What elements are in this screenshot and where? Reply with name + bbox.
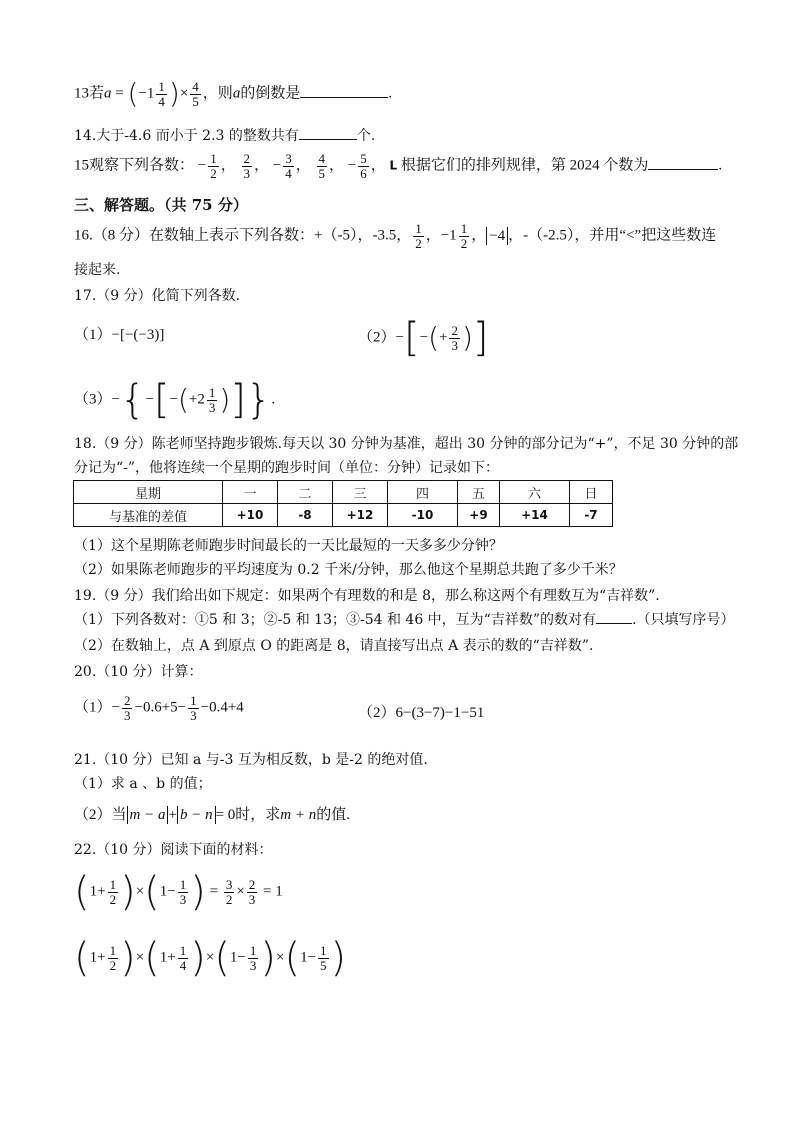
question-17-part2: （2）−[−(+ $\frac{2}{3}$ )] <box>358 315 489 361</box>
answer-blank[interactable] <box>300 97 388 98</box>
fraction: $\frac{1}{3}$ <box>208 384 216 415</box>
material-equation-2: (1+ $\frac{1}{2}$ )×(1+ $\frac{1}{4}$ )×(1− $\frac{1}{3}$ )×(1− $\frac{1}{5}$ ) <box>74 935 347 981</box>
question-17-part3: （3）−{−[−(+2 $\frac{1}{3}$ )]}. <box>74 377 276 423</box>
fraction: $\frac{4}{5}$ <box>318 151 325 181</box>
fraction: $\frac{2}{3}$ <box>243 151 250 181</box>
table-row: 星期 一 二 三 四 五 六 日 <box>74 481 613 504</box>
question-18-sub1: （1）这个星期陈老师跑步时间最长的一天比最短的一天多多少分钟？ <box>74 538 503 554</box>
question-21-sub1: （1）求 a 、b 的值； <box>74 776 212 792</box>
question-19-line1: 19.（9 分）我们给出如下规定：如果两个有理数的和是 8，那么称这两个有理数互为“吉祥数”. <box>74 588 660 604</box>
fraction: $\frac{1}{3}$ <box>190 693 197 723</box>
answer-blank[interactable] <box>596 623 632 624</box>
question-15: 15观察下列各数： − $\frac{1}{2}$ ， $\frac{2}{3}$ ， − $\frac{3}{4}$ ， $\frac{4}{5}$ ， − $\frac{5}{6}$ ， L 根据它们的排列规律，第 2024 个数为 . <box>74 151 723 181</box>
question-18-sub2: （2）如果陈老师跑步的平均速度为 0.2 千米/分钟，那么他这个星期总共跑了多少千米？ <box>74 562 623 578</box>
absolute-value: m − a <box>127 806 169 824</box>
absolute-value: b − n <box>177 806 216 824</box>
question-16-line2: 接起来. <box>74 262 121 278</box>
question-13: 13若a = (−1 $\frac{1}{4}$ )× $\frac{4}{5}$ ，则a的倒数是 . <box>74 77 393 111</box>
question-22-title: 22.（10 分）阅读下面的材料： <box>74 842 273 858</box>
question-18-line1: 18.（9 分）陈老师坚持跑步锻炼.每天以 30 分钟为基准，超出 30 分钟的部分记为“+”，不足 30 分钟的部 <box>74 436 739 452</box>
fraction: $\frac{2}{3}$ <box>123 693 131 723</box>
question-14: 14.大于-4.6 而小于 2.3 的整数共有 个. <box>74 128 376 144</box>
question-18-line2: 分记为“-”，他将连续一个星期的跑步时间（单位：分钟）记录如下： <box>74 460 500 476</box>
question-19-sub1: （1）下列各数对：①5 和 3；②-5 和 13；③-54 和 46 中，互为“吉祥数”的数对有 .（只填写序号） <box>74 612 735 628</box>
question-19-sub2: （2）在数轴上，点 A 到原点 O 的距离是 8，请直接写出点 A 表示的数的“吉祥数”. <box>74 638 594 654</box>
running-time-table <box>73 480 613 527</box>
table-row: 与基准的差值 +10 -8 +12 -10 +9 +14 -7 <box>74 504 613 527</box>
fraction: $\frac{2}{3}$ <box>451 322 458 353</box>
fraction: $\frac{3}{4}$ <box>285 151 292 181</box>
fraction: $\frac{1}{4}$ <box>158 79 165 109</box>
fraction: $\frac{1}{2}$ <box>415 221 422 251</box>
question-21-sub2: （2）当 m − a + b − n = 0时，求m + n的值. <box>74 807 351 823</box>
question-17-title: 17.（9 分）化简下列各数. <box>74 288 241 304</box>
answer-blank[interactable] <box>299 139 357 140</box>
fraction: $\frac{5}{6}$ <box>360 151 367 181</box>
fraction: $\frac{1}{2}$ <box>210 151 217 181</box>
absolute-value: −4 <box>486 227 508 245</box>
material-equation-1: (1+ $\frac{1}{2}$ )×(1− $\frac{1}{3}$ ) = $\frac{3}{2}$ × $\frac{2}{3}$ = 1 <box>74 869 283 915</box>
question-17-part1: （1）−[−(−3)] <box>74 327 165 343</box>
fraction: $\frac{1}{2}$ <box>460 221 468 251</box>
answer-blank[interactable] <box>648 169 718 170</box>
section-heading: 三、解答题。（共 75 分） <box>74 196 248 214</box>
question-21-line1: 21.（10 分）已知 a 与-3 互为相反数，b 是-2 的绝对值. <box>74 752 428 768</box>
question-20-title: 20.（10 分）计算： <box>74 664 203 680</box>
fraction: $\frac{4}{5}$ <box>192 79 199 109</box>
question-20-part2: （2）6−(3−7)−1−51 <box>358 705 485 721</box>
question-20-part1: （1）− $\frac{2}{3}$ −0.6+5− $\frac{1}{3}$ −0.4+4 <box>74 693 244 723</box>
question-16: 16.（8 分）在数轴上表示下列各数：+（-5），-3.5， $\frac{1}{2}$ ，−1 $\frac{1}{2}$ ， −4 ，-（-2.5），并用“<”把这些数连 <box>74 221 717 251</box>
